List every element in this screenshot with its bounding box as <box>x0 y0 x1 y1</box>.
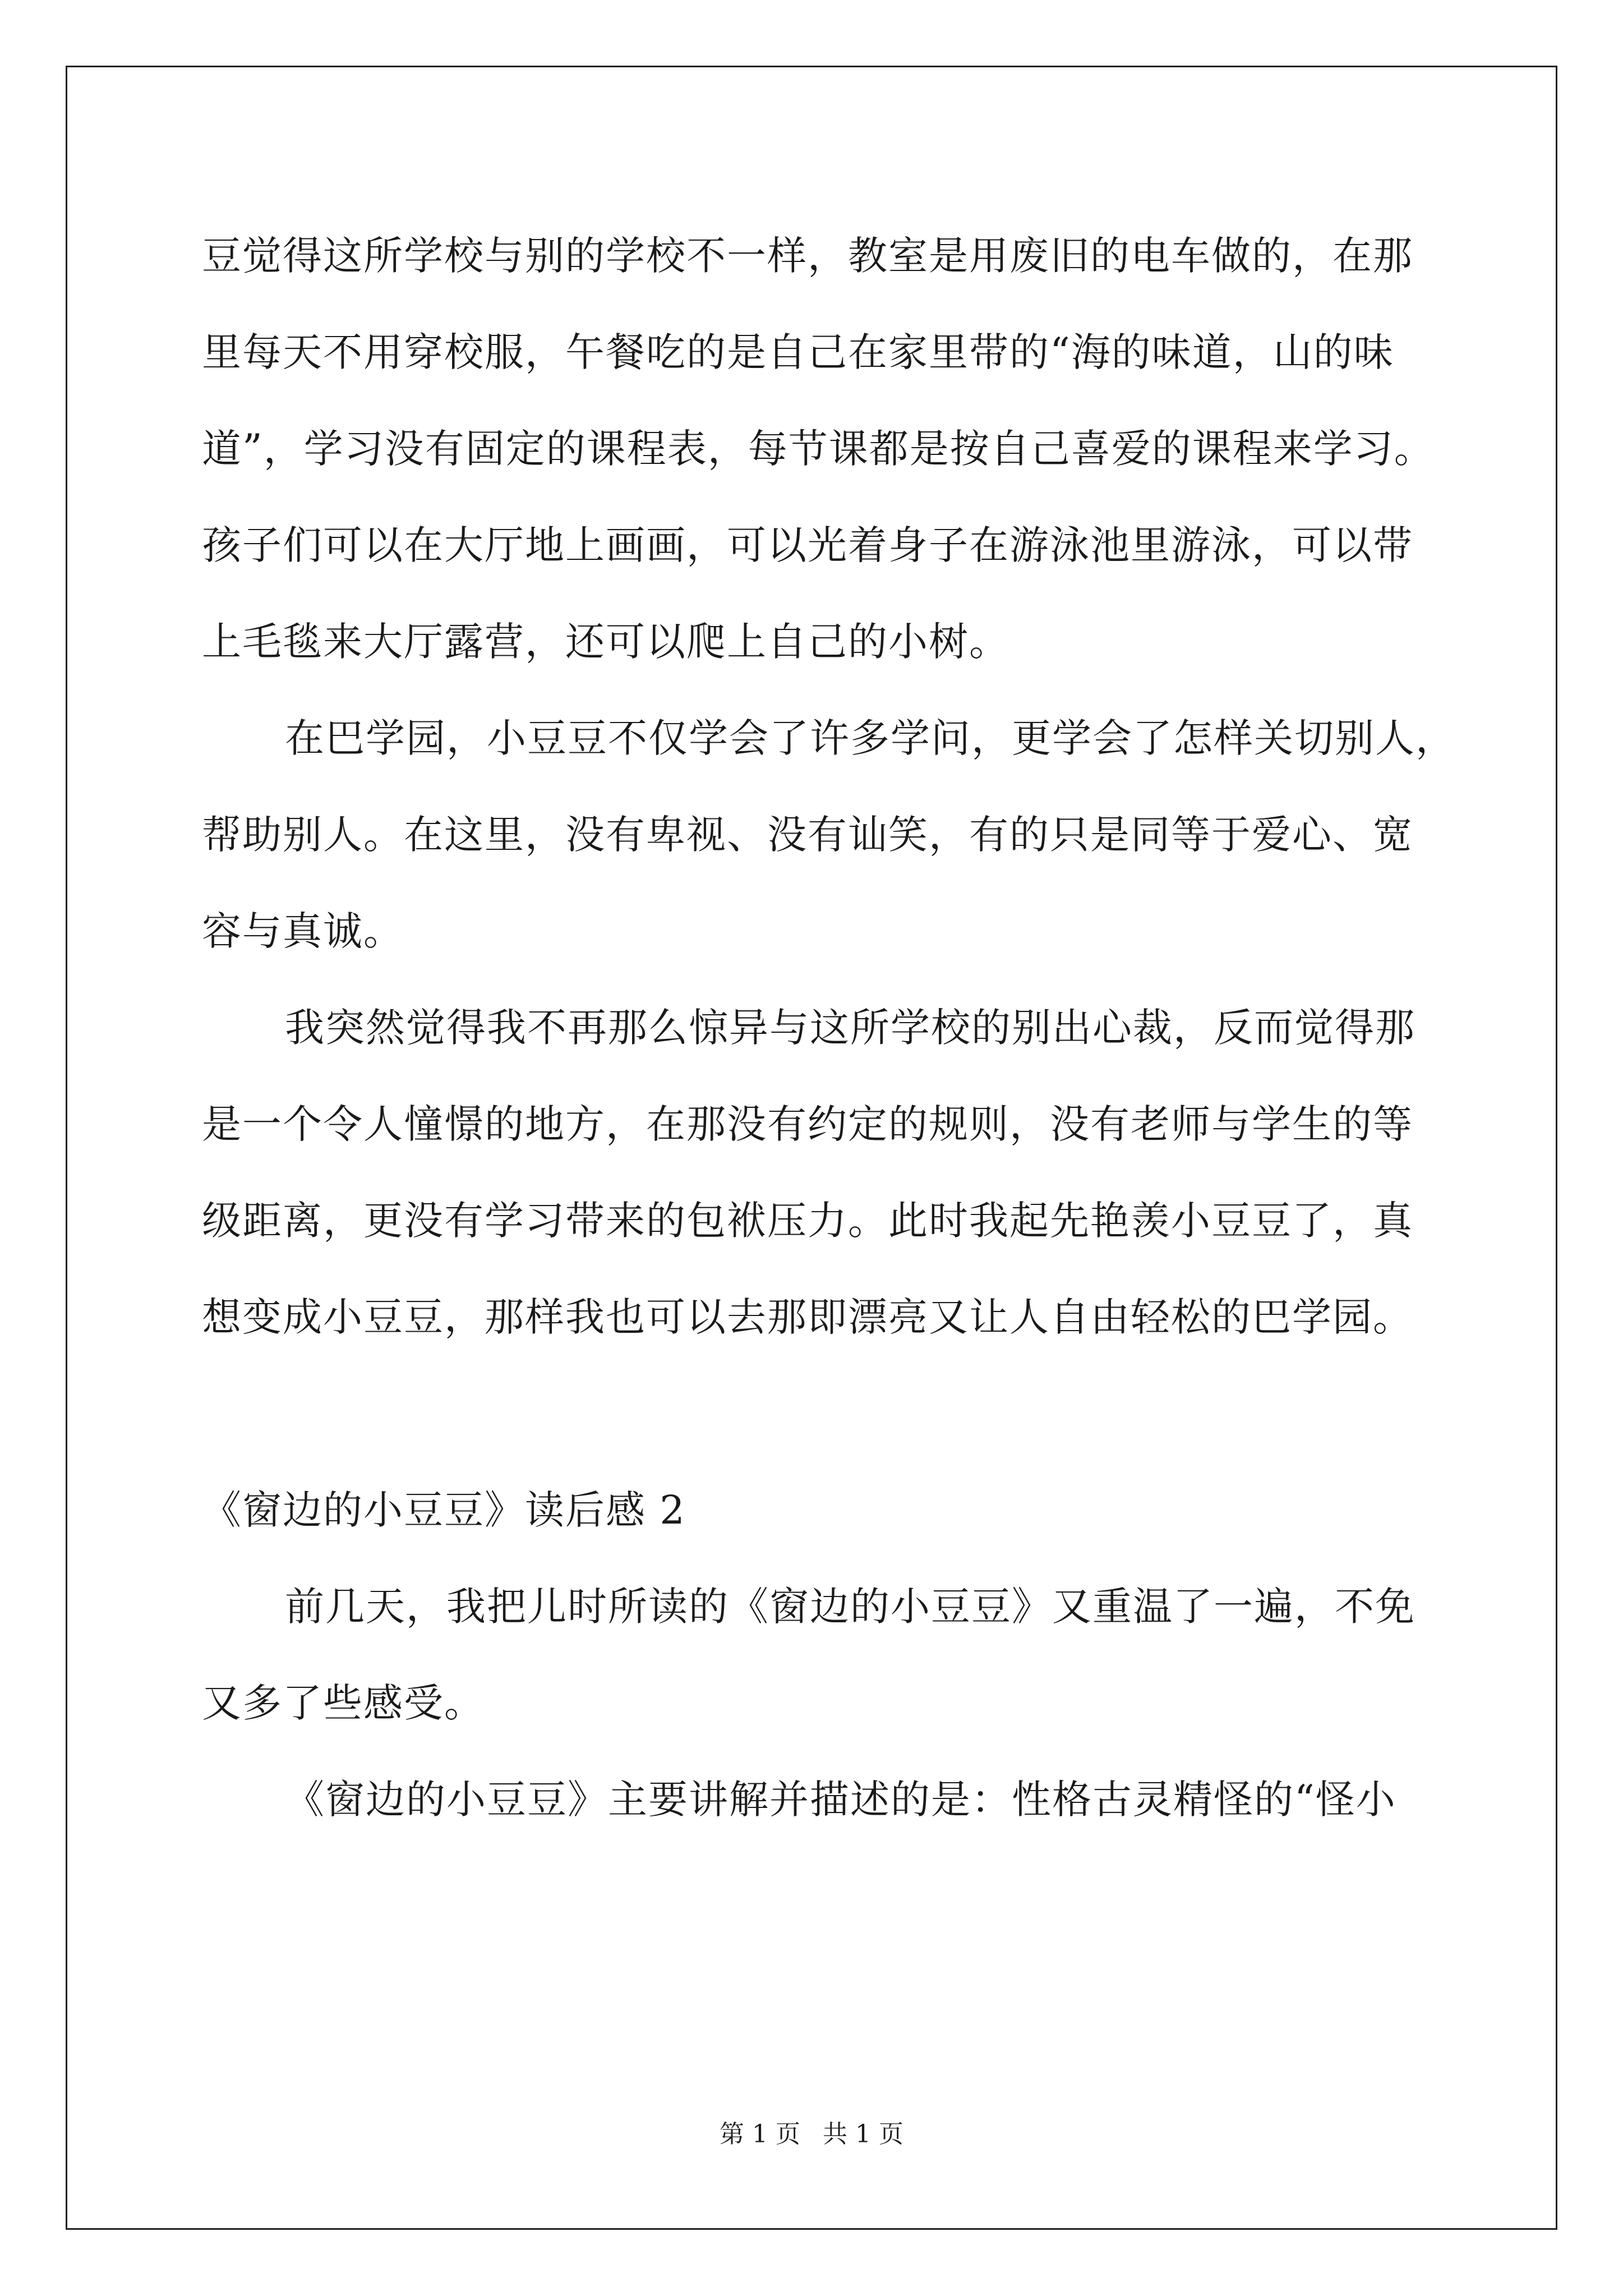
text-line: 《窗边的小豆豆》主要讲解并描述的是：性格古灵精怪的“怪小 <box>285 1777 1396 1823</box>
text-line: 上毛毯来大厅露营，还可以爬上自己的小树。 <box>202 619 1009 665</box>
text-line: 帮助别人。在这里，没有卑视、没有讪笑，有的只是同等于爱心、宽 <box>202 812 1413 858</box>
section-heading: 《窗边的小豆豆》读后感 2 <box>202 1487 686 1533</box>
text-line: 豆觉得这所学校与别的学校不一样，教室是用废旧的电车做的，在那 <box>202 233 1413 279</box>
blank-line <box>202 1365 1436 1462</box>
paragraph <box>202 1558 1436 1751</box>
text-line: 是一个令人憧憬的地方，在那没有约定的规则，没有老师与学生的等 <box>202 1101 1413 1147</box>
text-line: 道”，学习没有固定的课程表，每节课都是按自己喜爱的课程来学习。 <box>202 426 1435 472</box>
paragraph <box>202 690 1456 979</box>
text-line: 又多了些感受。 <box>202 1680 485 1726</box>
paragraph <box>202 979 1436 1365</box>
text-line: 容与真诚。 <box>202 908 404 954</box>
page-footer <box>0 2118 1623 2151</box>
text-line: 级距离，更没有学习带来的包袱压力。此时我起先艳羡小豆豆了，真 <box>202 1198 1413 1244</box>
paragraph <box>202 208 1436 690</box>
page-number: 第 1 页 <box>720 2120 800 2148</box>
document-body <box>202 208 1456 1848</box>
text-line: 前几天，我把儿时所读的《窗边的小豆豆》又重温了一遍，不免 <box>285 1584 1415 1630</box>
paragraph <box>202 1751 1436 1848</box>
text-line: 想变成小豆豆，那样我也可以去那即漂亮又让人自由轻松的巴学园。 <box>202 1294 1413 1340</box>
text-line: 在巴学园，小豆豆不仅学会了许多学问，更学会了怎样关切别人， <box>285 715 1456 761</box>
text-line: 我突然觉得我不再那么惊异与这所学校的别出心裁，反而觉得那 <box>285 1005 1415 1051</box>
text-line: 里每天不用穿校服，午餐吃的是自己在家里带的“海的味道，山的味 <box>202 329 1394 375</box>
text-line: 孩子们可以在大厅地上画画，可以光着身子在游泳池里游泳，可以带 <box>202 522 1413 568</box>
page-total: 共 1 页 <box>823 2120 903 2148</box>
